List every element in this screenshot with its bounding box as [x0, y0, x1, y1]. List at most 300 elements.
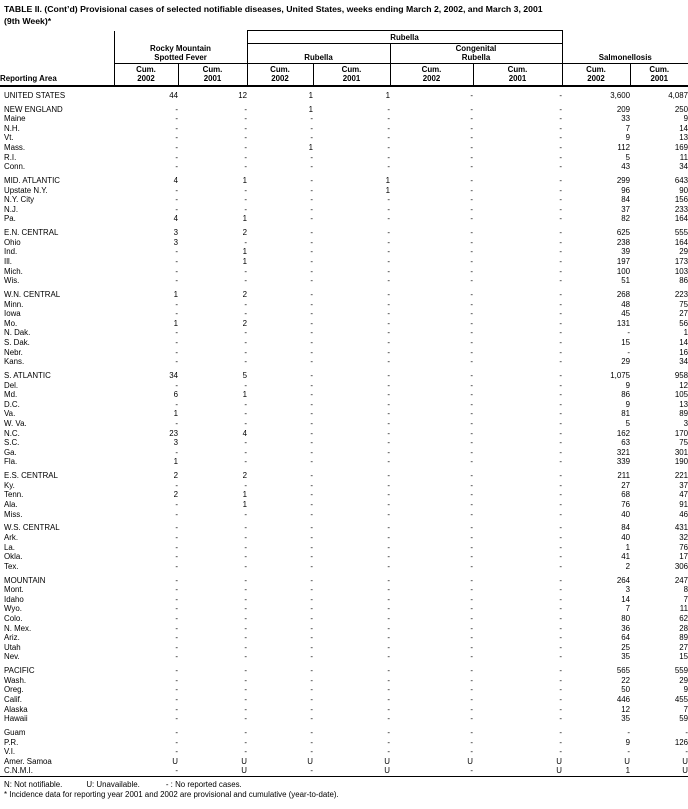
value-cell: - — [175, 299, 178, 309]
value-cell: 2 — [242, 471, 247, 481]
value-cell: - — [244, 737, 247, 747]
table-row — [0, 114, 688, 124]
value-cell: - — [244, 447, 247, 457]
value-cell: - — [310, 575, 313, 585]
value-cell: - — [470, 318, 473, 328]
value-cell: - — [387, 247, 390, 257]
value-cell: - — [310, 114, 313, 124]
value-cell: - — [470, 604, 473, 614]
reporting-area-cell: N.H. — [4, 123, 20, 133]
value-cell: - — [559, 728, 562, 738]
reporting-area-cell: W.S. CENTRAL — [4, 523, 60, 533]
value-cell: 40 — [621, 533, 630, 543]
reporting-area-cell: Maine — [4, 114, 26, 124]
value-cell: U — [241, 756, 247, 766]
value-cell: - — [470, 214, 473, 224]
value-cell: 1 — [385, 185, 390, 195]
value-cell: 40 — [621, 509, 630, 519]
value-cell: - — [244, 747, 247, 757]
table-body — [0, 86, 688, 777]
value-cell: - — [387, 480, 390, 490]
value-cell: 4,087 — [668, 90, 688, 100]
value-cell: - — [559, 299, 562, 309]
value-cell: - — [470, 299, 473, 309]
reporting-area-cell: Mo. — [4, 318, 18, 328]
value-cell: - — [244, 114, 247, 124]
value-cell: - — [470, 204, 473, 214]
header-super-row — [0, 31, 688, 44]
value-cell: - — [387, 162, 390, 172]
value-cell: 51 — [621, 276, 630, 286]
value-cell: - — [559, 90, 562, 100]
value-cell: 76 — [679, 542, 688, 552]
cum-label: Cum. — [421, 64, 442, 74]
year-label: 2001 — [508, 73, 527, 83]
value-cell: - — [244, 104, 247, 114]
value-cell: - — [470, 561, 473, 571]
value-cell: 1 — [173, 318, 178, 328]
value-cell: 7 — [683, 594, 688, 604]
value-cell: U — [384, 766, 390, 776]
value-cell: - — [559, 685, 562, 695]
value-cell: - — [387, 533, 390, 543]
value-cell: - — [387, 299, 390, 309]
value-cell: - — [244, 142, 247, 152]
group-label-line: Rubella — [461, 53, 491, 62]
value-cell: - — [387, 575, 390, 585]
value-cell: - — [175, 152, 178, 162]
value-cell: 1 — [625, 766, 630, 776]
value-cell: 1 — [242, 214, 247, 224]
value-cell: - — [470, 533, 473, 543]
value-cell: 75 — [679, 438, 688, 448]
value-cell: 14 — [679, 123, 688, 133]
value-cell: 2 — [242, 228, 247, 238]
value-cell: - — [175, 561, 178, 571]
value-cell: - — [310, 604, 313, 614]
value-cell: U — [384, 756, 390, 766]
reporting-area-cell: E.S. CENTRAL — [4, 471, 58, 481]
value-cell: - — [387, 309, 390, 319]
group-label-line: Rubella — [304, 53, 333, 62]
value-cell: 112 — [617, 142, 630, 152]
value-cell: - — [244, 585, 247, 595]
value-cell: 209 — [616, 104, 630, 114]
value-cell: - — [470, 666, 473, 676]
value-cell: - — [310, 390, 313, 400]
table-row — [0, 195, 688, 205]
table-row — [0, 205, 688, 215]
reporting-area-cell: Md. — [4, 390, 18, 400]
reporting-area-cell: D.C. — [4, 399, 20, 409]
value-cell: - — [559, 714, 562, 724]
value-cell: - — [387, 114, 390, 124]
value-cell: 46 — [679, 509, 688, 519]
value-cell: 223 — [674, 290, 688, 300]
value-cell: - — [470, 552, 473, 562]
value-cell: - — [387, 685, 390, 695]
reporting-area-cell: Fla. — [4, 457, 18, 467]
value-cell: - — [387, 737, 390, 747]
reporting-area-cell: Nebr. — [4, 347, 23, 357]
value-cell: 80 — [621, 614, 630, 624]
value-cell: 1 — [625, 542, 630, 552]
value-cell: - — [244, 623, 247, 633]
value-cell: - — [559, 257, 562, 266]
reporting-area-cell: MID. ATLANTIC — [4, 176, 60, 185]
value-cell: 268 — [616, 290, 630, 300]
value-cell: - — [244, 399, 247, 409]
value-cell: 559 — [674, 666, 688, 676]
table-row — [0, 747, 688, 757]
reporting-area-cell: Ariz. — [4, 633, 20, 643]
value-cell: - — [244, 152, 247, 162]
value-cell: 23 — [169, 428, 178, 438]
value-cell: - — [244, 633, 247, 643]
value-cell: - — [175, 552, 178, 562]
value-cell: - — [244, 309, 247, 319]
value-cell: - — [175, 633, 178, 643]
table-row — [0, 309, 688, 319]
value-cell: - — [244, 604, 247, 614]
value-cell: - — [310, 399, 313, 409]
value-cell: - — [559, 633, 562, 643]
value-cell: 89 — [679, 633, 688, 643]
value-cell: - — [175, 266, 178, 276]
value-cell: - — [244, 457, 247, 467]
value-cell: - — [387, 347, 390, 357]
value-cell: - — [310, 533, 313, 543]
value-cell: 1 — [242, 500, 247, 509]
reporting-area-cell: Colo. — [4, 614, 23, 624]
value-cell: 5 — [625, 419, 630, 428]
year-label: 2001 — [342, 73, 361, 83]
value-cell: 446 — [616, 695, 630, 705]
value-cell: - — [175, 509, 178, 519]
value-cell: - — [559, 438, 562, 448]
cum-label: Cum. — [270, 64, 290, 74]
value-cell: - — [175, 675, 178, 685]
value-cell: - — [470, 542, 473, 552]
value-cell: - — [470, 371, 473, 381]
value-cell: - — [470, 419, 473, 428]
value-cell: - — [244, 204, 247, 214]
reporting-area-cell: Minn. — [4, 299, 24, 309]
value-cell: - — [559, 652, 562, 662]
value-cell: - — [559, 185, 562, 195]
value-cell: - — [470, 614, 473, 624]
table-row — [0, 409, 688, 419]
value-cell: 45 — [621, 309, 630, 319]
value-cell: 103 — [674, 266, 688, 276]
value-cell: - — [310, 309, 313, 319]
value-cell: 1 — [308, 90, 313, 100]
table-row — [0, 457, 688, 467]
value-cell: 100 — [616, 266, 630, 276]
value-cell: 1 — [385, 176, 390, 185]
cum-label: Cum. — [341, 64, 362, 74]
value-cell: - — [310, 357, 313, 367]
table-row — [0, 595, 688, 605]
value-cell: - — [559, 142, 562, 152]
value-cell: U — [241, 766, 247, 776]
value-cell: - — [470, 714, 473, 724]
value-cell: - — [244, 614, 247, 624]
year-label: 2002 — [271, 73, 289, 83]
table-row — [0, 757, 688, 767]
value-cell: - — [310, 380, 313, 390]
value-cell: 299 — [616, 176, 630, 185]
value-cell: - — [559, 457, 562, 467]
value-cell: - — [685, 747, 688, 757]
value-cell: - — [310, 614, 313, 624]
group-label-line: Congenital — [455, 44, 497, 53]
header-group-row — [0, 44, 688, 64]
value-cell: - — [470, 257, 473, 266]
table-row — [0, 238, 688, 248]
value-cell: - — [387, 714, 390, 724]
value-cell: - — [559, 552, 562, 562]
value-cell: - — [310, 152, 313, 162]
value-cell: - — [310, 176, 313, 185]
value-cell: - — [310, 490, 313, 500]
value-cell: - — [175, 594, 178, 604]
value-cell: 36 — [621, 623, 630, 633]
value-cell: 1,075 — [610, 371, 630, 381]
value-cell: - — [559, 318, 562, 328]
value-cell: - — [627, 347, 630, 357]
value-cell: 105 — [674, 390, 688, 400]
value-cell: - — [244, 299, 247, 309]
value-cell: 22 — [621, 675, 630, 685]
value-cell: - — [470, 438, 473, 448]
value-cell: - — [175, 357, 178, 367]
table-row — [0, 728, 688, 738]
reporting-area-cell: Tex. — [4, 561, 19, 571]
value-cell: U — [624, 756, 630, 766]
value-cell: - — [310, 542, 313, 552]
reporting-area-cell: S. ATLANTIC — [4, 371, 51, 381]
value-cell: - — [387, 338, 390, 347]
value-cell: - — [559, 162, 562, 172]
table-row — [0, 328, 688, 338]
value-cell: - — [310, 552, 313, 562]
value-cell: - — [470, 500, 473, 509]
value-cell: - — [387, 471, 390, 481]
value-cell: - — [559, 523, 562, 533]
table-row — [0, 257, 688, 267]
value-cell: - — [559, 371, 562, 381]
value-cell: - — [470, 652, 473, 662]
value-cell: 4 — [173, 214, 178, 224]
reporting-area-cell: R.I. — [4, 152, 17, 162]
table-row — [0, 448, 688, 458]
value-cell: - — [244, 728, 247, 738]
reporting-area-cell: Del. — [4, 380, 19, 390]
value-cell: - — [559, 585, 562, 595]
reporting-area-cell: E.N. CENTRAL — [4, 228, 59, 238]
value-cell: - — [470, 228, 473, 238]
value-cell: - — [559, 399, 562, 409]
value-cell: - — [175, 195, 178, 205]
value-cell: - — [310, 675, 313, 685]
value-cell: - — [175, 728, 178, 738]
table-row — [0, 652, 688, 662]
table-row — [0, 523, 688, 533]
value-cell: - — [470, 185, 473, 195]
value-cell: - — [559, 309, 562, 319]
value-cell: - — [387, 266, 390, 276]
value-cell: 29 — [679, 247, 688, 257]
value-cell: - — [559, 276, 562, 286]
value-cell: - — [559, 347, 562, 357]
reporting-area-cell: Tenn. — [4, 490, 24, 500]
cum-label: Cum. — [202, 64, 223, 74]
reporting-area-cell: La. — [4, 542, 15, 552]
legend-not-notifiable: N: Not notifiable. — [4, 780, 63, 790]
year-label: 2002 — [587, 73, 605, 83]
value-cell: - — [470, 247, 473, 257]
value-cell: 82 — [621, 214, 630, 224]
value-cell: 1 — [173, 290, 178, 300]
value-cell: - — [310, 523, 313, 533]
value-cell: 43 — [621, 162, 630, 172]
value-cell: - — [387, 409, 390, 419]
value-cell: - — [244, 685, 247, 695]
table-row — [0, 490, 688, 500]
value-cell: 321 — [616, 447, 630, 457]
value-cell: - — [175, 747, 178, 757]
value-cell: 238 — [616, 237, 630, 247]
value-cell: - — [310, 195, 313, 205]
value-cell: - — [470, 575, 473, 585]
value-cell: - — [175, 652, 178, 662]
reporting-area-cell: Mont. — [4, 585, 24, 595]
value-cell: 86 — [621, 390, 630, 400]
value-cell: 28 — [679, 623, 688, 633]
table-row — [0, 276, 688, 286]
value-cell: - — [175, 276, 178, 286]
value-cell: - — [244, 509, 247, 519]
value-cell: 565 — [616, 666, 630, 676]
table-row — [0, 481, 688, 491]
table-row — [0, 348, 688, 358]
table-row — [0, 705, 688, 715]
value-cell: - — [175, 575, 178, 585]
value-cell: - — [387, 328, 390, 338]
value-cell: 9 — [625, 133, 630, 143]
value-cell: - — [559, 338, 562, 347]
value-cell: - — [559, 419, 562, 428]
value-cell: - — [470, 471, 473, 481]
value-cell: 15 — [679, 652, 688, 662]
value-cell: - — [310, 123, 313, 133]
table-row — [0, 267, 688, 277]
value-cell: - — [175, 500, 178, 509]
value-cell: 1 — [173, 457, 178, 467]
value-cell: - — [310, 561, 313, 571]
value-cell: 1 — [385, 90, 390, 100]
value-cell: - — [175, 380, 178, 390]
reporting-area-cell: Iowa — [4, 309, 21, 319]
table-row — [0, 562, 688, 572]
value-cell: 643 — [674, 176, 688, 185]
value-cell: - — [310, 714, 313, 724]
reporting-area-cell: Ky. — [4, 480, 15, 490]
footnote-legend — [4, 780, 688, 790]
reporting-area-cell: Ga. — [4, 447, 17, 457]
value-cell: U — [172, 756, 178, 766]
value-cell: - — [310, 237, 313, 247]
table-row — [0, 676, 688, 686]
value-cell: - — [470, 290, 473, 300]
group-header-rmsf — [114, 44, 247, 64]
value-cell: - — [559, 409, 562, 419]
value-cell: - — [175, 133, 178, 143]
value-cell: - — [470, 399, 473, 409]
value-cell: - — [387, 652, 390, 662]
value-cell: - — [310, 766, 313, 776]
value-cell: - — [387, 509, 390, 519]
value-cell: - — [310, 409, 313, 419]
value-cell: - — [310, 471, 313, 481]
value-cell: - — [244, 695, 247, 705]
value-cell: 37 — [679, 480, 688, 490]
value-cell: - — [310, 642, 313, 652]
table-row — [0, 429, 688, 439]
value-cell: - — [685, 728, 688, 738]
value-cell: 3 — [173, 438, 178, 448]
value-cell: - — [175, 737, 178, 747]
value-cell: 3 — [625, 585, 630, 595]
value-cell: 15 — [621, 338, 630, 347]
value-cell: 48 — [621, 299, 630, 309]
year-label: 2001 — [650, 73, 669, 83]
value-cell: - — [387, 276, 390, 286]
value-cell: 33 — [621, 114, 630, 124]
value-cell: - — [387, 257, 390, 266]
value-cell: - — [175, 480, 178, 490]
value-cell: 35 — [621, 652, 630, 662]
value-cell: - — [559, 104, 562, 114]
value-cell: 34 — [679, 162, 688, 172]
value-cell: - — [244, 266, 247, 276]
value-cell: 126 — [674, 737, 688, 747]
legend-no-reported-cases: - : No reported cases. — [165, 780, 242, 790]
value-cell: 455 — [674, 695, 688, 705]
value-cell: 86 — [679, 276, 688, 286]
value-cell: 68 — [621, 490, 630, 500]
value-cell: U — [467, 756, 473, 766]
value-cell: 306 — [674, 561, 688, 571]
value-cell: - — [387, 237, 390, 247]
value-cell: 13 — [679, 399, 688, 409]
value-cell: - — [244, 561, 247, 571]
table-row — [0, 543, 688, 553]
value-cell: 81 — [621, 409, 630, 419]
table-row — [0, 714, 688, 724]
value-cell: - — [387, 123, 390, 133]
value-cell: 190 — [674, 457, 688, 467]
value-cell: - — [310, 204, 313, 214]
value-cell: - — [310, 419, 313, 428]
value-cell: 3 — [683, 419, 688, 428]
value-cell: - — [175, 623, 178, 633]
reporting-area-cell: N.J. — [4, 204, 19, 214]
value-cell: - — [175, 685, 178, 695]
value-cell: - — [175, 114, 178, 124]
group-header-salmonellosis — [562, 44, 688, 64]
